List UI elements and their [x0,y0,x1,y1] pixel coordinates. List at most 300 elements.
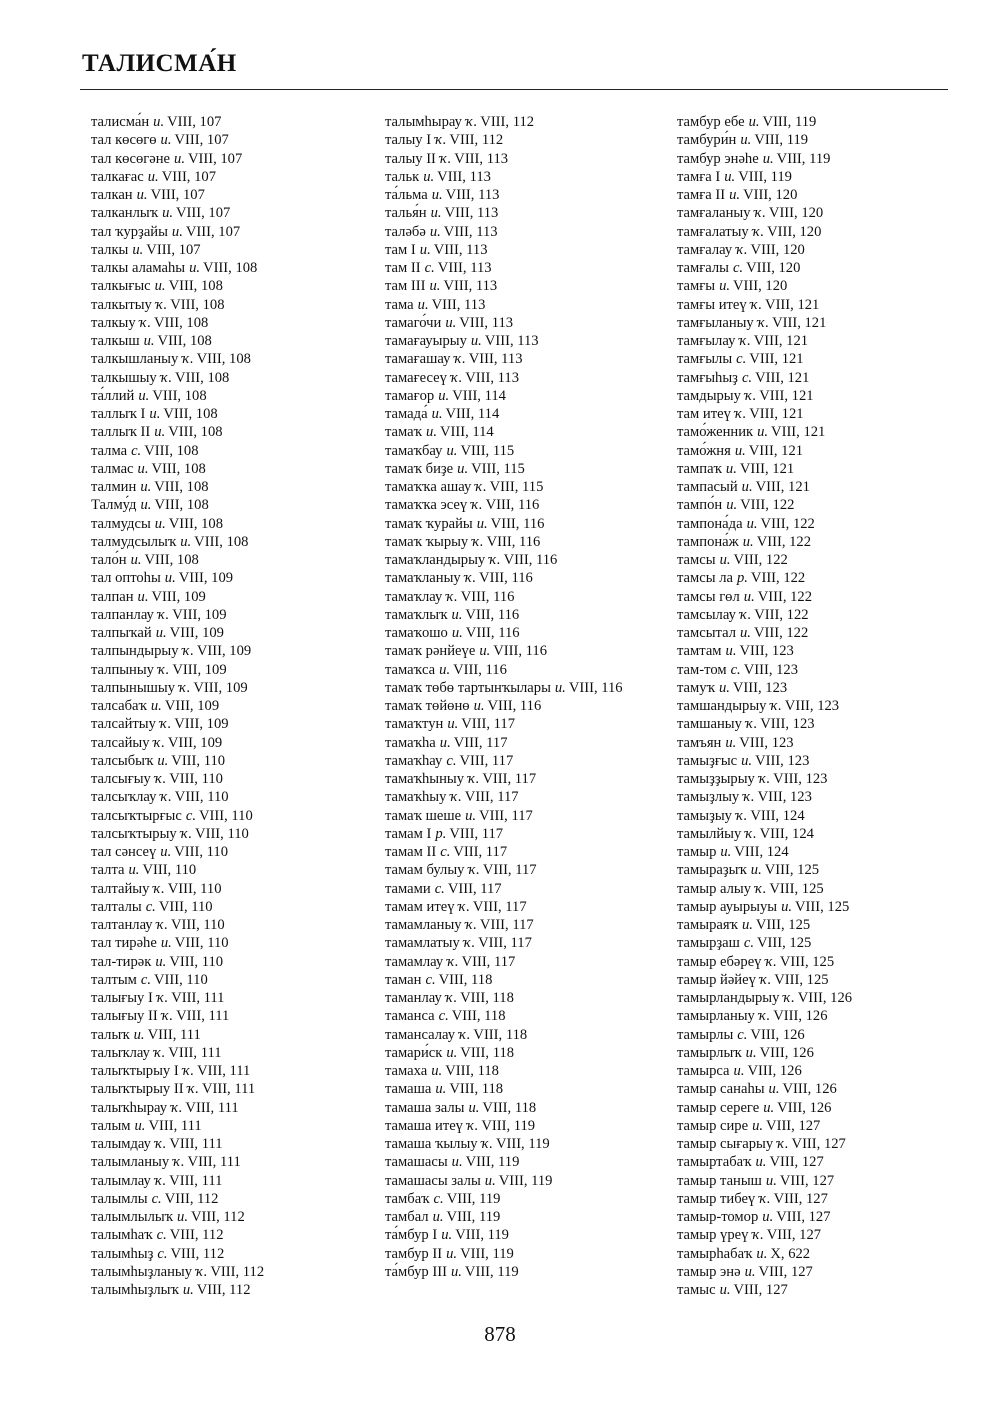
entry-term: тамға II [677,187,726,203]
entry-term: тамамлау [385,953,444,970]
entry-part-of-speech: и. [741,479,753,495]
entry-part-of-speech: с. [145,898,156,915]
entry-term: тамаҡһа [385,734,436,751]
entry-term: талпыныу [91,661,154,678]
entry-term: талымһыҙ [91,1245,154,1262]
index-entry [385,788,630,806]
entry-part-of-speech: и. [149,406,161,422]
entry-volume-page: VIII, 111 [185,1099,239,1116]
entry-term: тампона́да [677,515,743,532]
index-entry [677,1245,947,1263]
entry-part-of-speech: ҡ. [446,588,458,605]
entry-volume-page: VIII, 127 [791,1136,846,1152]
index-entry [91,204,361,222]
entry-term: талымлы [91,1190,148,1207]
index-entry [677,405,947,423]
index-entry [91,989,361,1007]
entry-volume-page: VIII, 121 [739,460,795,477]
entry-volume-page: VIII, 117 [453,734,508,751]
index-entry [677,606,947,624]
entry-part-of-speech: ҡ. [179,679,191,696]
entry-part-of-speech: и. [154,424,166,441]
entry-term: тамшандырыу [677,698,767,714]
index-entry [385,934,630,952]
entry-term: тамшаныу [677,716,742,733]
entry-part-of-speech: и. [725,460,737,477]
entry-part-of-speech: и. [484,1172,496,1189]
entry-volume-page: VIII, 108 [203,260,258,276]
entry-part-of-speech: и. [470,333,482,349]
index-entry [385,496,630,514]
entry-part-of-speech: и. [554,679,566,696]
entry-part-of-speech: ҡ. [139,314,151,331]
entry-term: талымһыҙланыу [91,1263,193,1280]
entry-volume-page: VIII, 125 [774,971,829,988]
index-entry [385,296,630,314]
entry-part-of-speech: и. [132,241,144,258]
entry-part-of-speech: и. [781,898,793,915]
entry-part-of-speech: и. [446,1044,458,1061]
entry-term: тамыр сире [677,1117,749,1134]
entry-term: тамо́женник [677,424,754,441]
entry-volume-page: VIII, 117 [479,917,534,933]
index-entry [91,423,361,441]
entry-volume-page: VIII, 116 [503,552,558,568]
entry-term: талсайыу [91,734,150,751]
index-entry [91,807,361,825]
entry-volume-page: VIII, 123 [732,679,788,696]
entry-volume-page: VIII, 121 [759,387,814,404]
entry-volume-page: VIII, 122 [760,515,815,532]
entry-part-of-speech: ҡ. [468,771,480,787]
index-entry [677,642,947,660]
entry-part-of-speech: и. [744,1263,756,1280]
index-entry [385,332,630,350]
entry-part-of-speech: ҡ. [758,1008,771,1025]
index-entry [385,1026,630,1044]
index-entry [91,971,361,989]
entry-volume-page: VIII, 107 [150,187,205,203]
entry-part-of-speech: и. [429,278,441,295]
entry-term: таләбә [385,223,426,240]
index-entry [385,113,630,131]
entry-volume-page: VIII, 108 [196,351,251,368]
entry-part-of-speech: ҡ. [754,205,766,222]
entry-term: таманса [385,1008,435,1025]
entry-volume-page: VIII, 111 [187,1154,241,1171]
index-entry [91,715,361,733]
entry-term: тамамланыу [385,917,462,933]
index-entry [91,1135,361,1153]
entry-volume-page: VIII, 108 [194,533,249,550]
index-entry [91,770,361,788]
entry-term: тамам итеү [385,898,455,915]
index-entry [385,387,630,405]
entry-part-of-speech: ҡ. [777,1136,789,1152]
entry-volume-page: VIII, 117 [459,752,514,769]
index-entry [385,1099,630,1117]
entry-term: талкығыс [91,278,151,295]
entry-volume-page: VIII, 110 [174,844,229,860]
entry-volume-page: VIII, 127 [779,1172,835,1189]
index-entry [677,442,947,460]
entry-volume-page: VIII, 115 [460,442,515,459]
index-entry [91,953,361,971]
entry-term: талта [91,862,125,879]
index-entry [385,1135,630,1153]
entry-term: там-том [677,661,727,678]
entry-volume-page: VIII, 114 [452,387,506,404]
index-entry [385,1080,630,1098]
entry-volume-page: VIII, 123 [760,716,815,733]
entry-term: талыҡ [91,1026,130,1043]
index-entry [677,150,947,168]
entry-term: тамашасы [385,1154,448,1171]
index-entry [91,642,361,660]
entry-term: тамыр тибеү [677,1190,756,1207]
entry-part-of-speech: и. [157,752,169,769]
entry-part-of-speech: и. [138,387,150,404]
entry-term: та́льма [385,187,428,203]
index-entry [677,478,947,496]
entry-part-of-speech: ҡ. [472,533,484,550]
index-entry [385,642,630,660]
entry-part-of-speech: и. [724,168,736,185]
index-entry [91,1026,361,1044]
entry-volume-page: VIII, 117 [482,771,537,787]
index-entry [677,1208,947,1226]
entry-volume-page: VIII, 108 [168,515,224,532]
index-entry [385,715,630,733]
entry-part-of-speech: ҡ. [464,570,477,587]
index-entry [677,204,947,222]
entry-term: талымлылыҡ [91,1209,174,1225]
entry-term: талымһырау [385,114,462,130]
entry-volume-page: VIII, 121 [753,333,809,349]
entry-term: тамаҡ биҙе [385,460,454,477]
entry-part-of-speech: и. [182,1282,194,1298]
entry-part-of-speech: и. [748,114,760,130]
entry-term: тал оптоһы [91,570,161,587]
index-entry [385,1226,630,1244]
entry-volume-page: VIII, 124 [734,844,789,860]
index-entry [677,113,947,131]
entry-term: талыҡлау [91,1044,150,1061]
index-entry [91,496,361,514]
entry-volume-page: X, 622 [770,1245,811,1262]
entry-volume-page: VIII, 111 [169,1136,223,1152]
entry-volume-page: VIII, 115 [471,460,525,477]
entry-term: талымһыҙлыҡ [91,1282,179,1298]
index-entry [91,1007,361,1025]
entry-part-of-speech: ҡ. [182,351,194,368]
entry-part-of-speech: с. [434,880,445,897]
entry-term: талпыҡай [91,625,152,641]
entry-part-of-speech: ҡ. [447,953,459,970]
entry-volume-page: VIII, 123 [743,661,799,678]
entry-term: тамағор [385,387,435,404]
entry-part-of-speech: и. [431,406,443,422]
index-entry [91,916,361,934]
entry-part-of-speech: и. [162,205,174,222]
index-entry [385,1153,630,1171]
entry-term: тамаҡһыу [385,789,447,806]
entry-term: тамғылау [677,333,736,349]
entry-volume-page: VIII, 113 [437,168,491,185]
entry-part-of-speech: ҡ. [161,1008,174,1025]
entry-part-of-speech: и. [451,606,463,623]
entry-volume-page: VIII, 117 [453,844,508,860]
entry-volume-page: VIII, 109 [151,588,206,605]
entry-volume-page: VIII, 123 [739,643,794,660]
entry-volume-page: VIII, 108 [144,442,199,459]
entry-volume-page: VIII, 117 [449,825,504,842]
entry-term: тамаҡ ҡурайы [385,515,473,532]
entry-part-of-speech: ҡ. [757,314,770,331]
entry-part-of-speech: и. [128,862,140,879]
index-entry [677,770,947,788]
index-entry [91,624,361,642]
entry-volume-page: VIII, 116 [465,625,520,641]
entry-volume-page: VIII, 122 [753,625,809,641]
entry-volume-page: VIII, 116 [465,606,520,623]
index-entry [91,1080,361,1098]
entry-part-of-speech: и. [177,1209,188,1225]
entry-volume-page: VIII, 110 [169,953,224,970]
entry-part-of-speech: ҡ. [196,1263,208,1280]
entry-part-of-speech: и. [137,460,149,477]
index-entry [91,934,361,952]
entry-volume-page: VIII, 116 [453,661,507,678]
entry-term: тамыр йәйеү [677,971,756,988]
index-entry [677,971,947,989]
entry-term: талығыу I [91,990,153,1006]
index-entry [385,1263,630,1281]
entry-part-of-speech: ҡ. [156,990,169,1006]
entry-term: талыҡһырау [91,1099,168,1116]
entry-volume-page: VIII, 110 [158,898,213,915]
entry-part-of-speech: и. [457,460,469,477]
entry-term: талыҡтырыу II [91,1081,184,1098]
entry-part-of-speech: ҡ. [745,825,757,842]
index-entry [91,1208,361,1226]
entry-volume-page: VIII, 112 [170,1245,225,1262]
index-entry [91,1245,361,1263]
index-entry [677,752,947,770]
entry-term: тал тирәһе [91,935,157,952]
index-entry [677,1281,947,1299]
index-entry [385,405,630,423]
index-entry [385,1007,630,1025]
index-entry [677,387,947,405]
index-entry [91,880,361,898]
entry-part-of-speech: и. [154,515,166,532]
index-entry [677,296,947,314]
entry-volume-page: VIII, 116 [486,533,541,550]
index-entry [91,1172,361,1190]
index-entry [385,898,630,916]
index-entry [385,223,630,241]
index-entry [677,350,947,368]
entry-part-of-speech: и. [419,241,431,258]
entry-volume-page: VIII, 113 [465,369,520,386]
entry-term: тамаҡлау [385,588,443,605]
entry-term: талмас [91,460,134,477]
entry-term: тамға I [677,168,721,185]
entry-volume-page: VIII, 121 [749,351,804,368]
entry-part-of-speech: ҡ. [160,789,172,806]
entry-part-of-speech: и. [417,296,429,313]
index-entry [385,314,630,332]
entry-volume-page: VIII, 121 [755,479,810,495]
index-entry [91,679,361,697]
entry-term: тамырҙаш [677,935,740,952]
entry-part-of-speech: с. [737,1026,748,1043]
entry-term: тамаҡҡа эсеү [385,497,468,514]
index-entry [91,697,361,715]
entry-part-of-speech: с. [732,260,744,276]
entry-volume-page: VIII, 108 [154,479,209,495]
index-entry [91,460,361,478]
entry-term: талпан [91,588,134,605]
index-entry [385,843,630,861]
entry-part-of-speech: ҡ. [157,606,170,623]
index-entry [385,259,630,277]
index-entry [91,442,361,460]
entry-part-of-speech: ҡ. [153,1044,166,1061]
page-number: 878 [484,1322,516,1346]
entry-volume-page: VIII, 111 [169,1172,223,1189]
entry-volume-page: VIII, 113 [484,333,539,349]
entry-volume-page: VIII, 114 [445,406,500,422]
entry-term: тамғаланыу [677,205,751,222]
entry-volume-page: VIII, 121 [748,442,804,459]
index-entry [385,661,630,679]
entry-term: там II [385,260,421,276]
entry-part-of-speech: и. [134,1117,146,1134]
entry-part-of-speech: и. [150,698,162,714]
entry-term: тамағауырыу [385,333,467,349]
entry-volume-page: VIII, 125 [757,935,812,952]
entry-term: тамғыһыҙ [677,369,738,386]
entry-term: тамаҡлыҡ [385,606,448,623]
entry-term: талтайыу [91,880,150,897]
entry-term: та́ллий [91,387,135,404]
entry-part-of-speech: и. [757,424,769,441]
entry-part-of-speech: ҡ. [739,333,751,349]
index-entry [677,1135,947,1153]
entry-volume-page: VIII, 119 [762,114,817,130]
entry-part-of-speech: и. [155,625,167,641]
entry-volume-page: VIII, 118 [445,1063,499,1079]
entry-volume-page: VIII, 108 [144,552,199,568]
index-entry [91,113,361,131]
index-entry [91,1099,361,1117]
index-entry [677,241,947,259]
index-entry [91,131,361,149]
entry-part-of-speech: ҡ. [736,241,748,258]
entry-volume-page: VIII, 127 [766,1117,821,1134]
entry-part-of-speech: с. [736,351,747,368]
entry-part-of-speech: ҡ. [180,825,193,842]
entry-volume-page: VIII, 120 [750,241,805,258]
entry-part-of-speech: ҡ. [759,971,772,988]
entry-term: талкышланыу [91,351,179,368]
entry-volume-page: VIII, 108 [168,278,223,295]
entry-volume-page: VIII, 108 [152,387,207,404]
index-entry [677,1080,947,1098]
entry-part-of-speech: и. [435,1081,447,1098]
entry-part-of-speech: и. [140,479,152,495]
entry-volume-page: VIII, 116 [490,515,545,532]
entry-part-of-speech: ҡ. [439,150,452,167]
entry-term: талкан [91,187,133,203]
entry-volume-page: VIII, 113 [444,205,499,222]
entry-volume-page: VIII, 119 [754,132,809,149]
index-entry [385,697,630,715]
entry-term: талсабаҡ [91,698,147,714]
entry-term: тамбур энәһе [677,150,759,167]
entry-volume-page: VIII, 126 [750,1026,805,1043]
entry-volume-page: VIII, 126 [759,1044,814,1061]
index-entry [91,533,361,551]
index-entry [677,515,947,533]
entry-part-of-speech: ҡ. [765,953,777,970]
entry-term: тамыраҙыҡ [677,862,747,879]
entry-term: талпанлау [91,606,154,623]
index-entry [91,843,361,861]
entry-part-of-speech: и. [137,588,149,605]
entry-volume-page: VIII, 121 [749,406,804,422]
index-entry [677,697,947,715]
entry-volume-page: VIII, 126 [797,990,853,1006]
entry-part-of-speech: с. [185,807,196,824]
entry-volume-page: VIII, 119 [464,1263,519,1280]
entry-term: тамырлыҡ [677,1044,742,1061]
entry-volume-page: VIII, 107 [187,150,243,167]
index-entry [677,788,947,806]
index-entry [91,661,361,679]
entry-volume-page: VIII, 120 [743,187,798,203]
entry-volume-page: VIII, 123 [784,698,840,714]
index-entry [91,569,361,587]
entry-part-of-speech: и. [155,953,167,970]
index-entry [677,332,947,350]
entry-part-of-speech: и. [468,1099,480,1116]
entry-part-of-speech: и. [431,1063,443,1079]
entry-volume-page: VIII, 119 [460,1245,514,1262]
entry-part-of-speech: ҡ. [752,223,765,240]
entry-part-of-speech: ҡ. [458,898,470,915]
entry-volume-page: VIII, 111 [197,1063,251,1079]
entry-part-of-speech: ҡ. [173,1154,185,1171]
index-entry [385,606,630,624]
entry-part-of-speech: ҡ. [450,789,462,806]
index-entry [385,971,630,989]
entry-volume-page: VIII, 125 [769,880,824,897]
entry-term: тампасый [677,479,738,495]
entry-part-of-speech: и. [426,424,437,441]
index-entry [677,369,947,387]
entry-term: тамаҡ төбө тартынҡылары [385,679,551,696]
entry-volume-page: VIII, 109 [167,734,223,751]
entry-part-of-speech: с. [425,971,436,988]
index-entry [91,259,361,277]
entry-part-of-speech: ҡ. [466,1117,479,1134]
index-entry [385,679,630,697]
index-entry [385,1172,630,1190]
entry-term: там итеү [677,406,731,422]
